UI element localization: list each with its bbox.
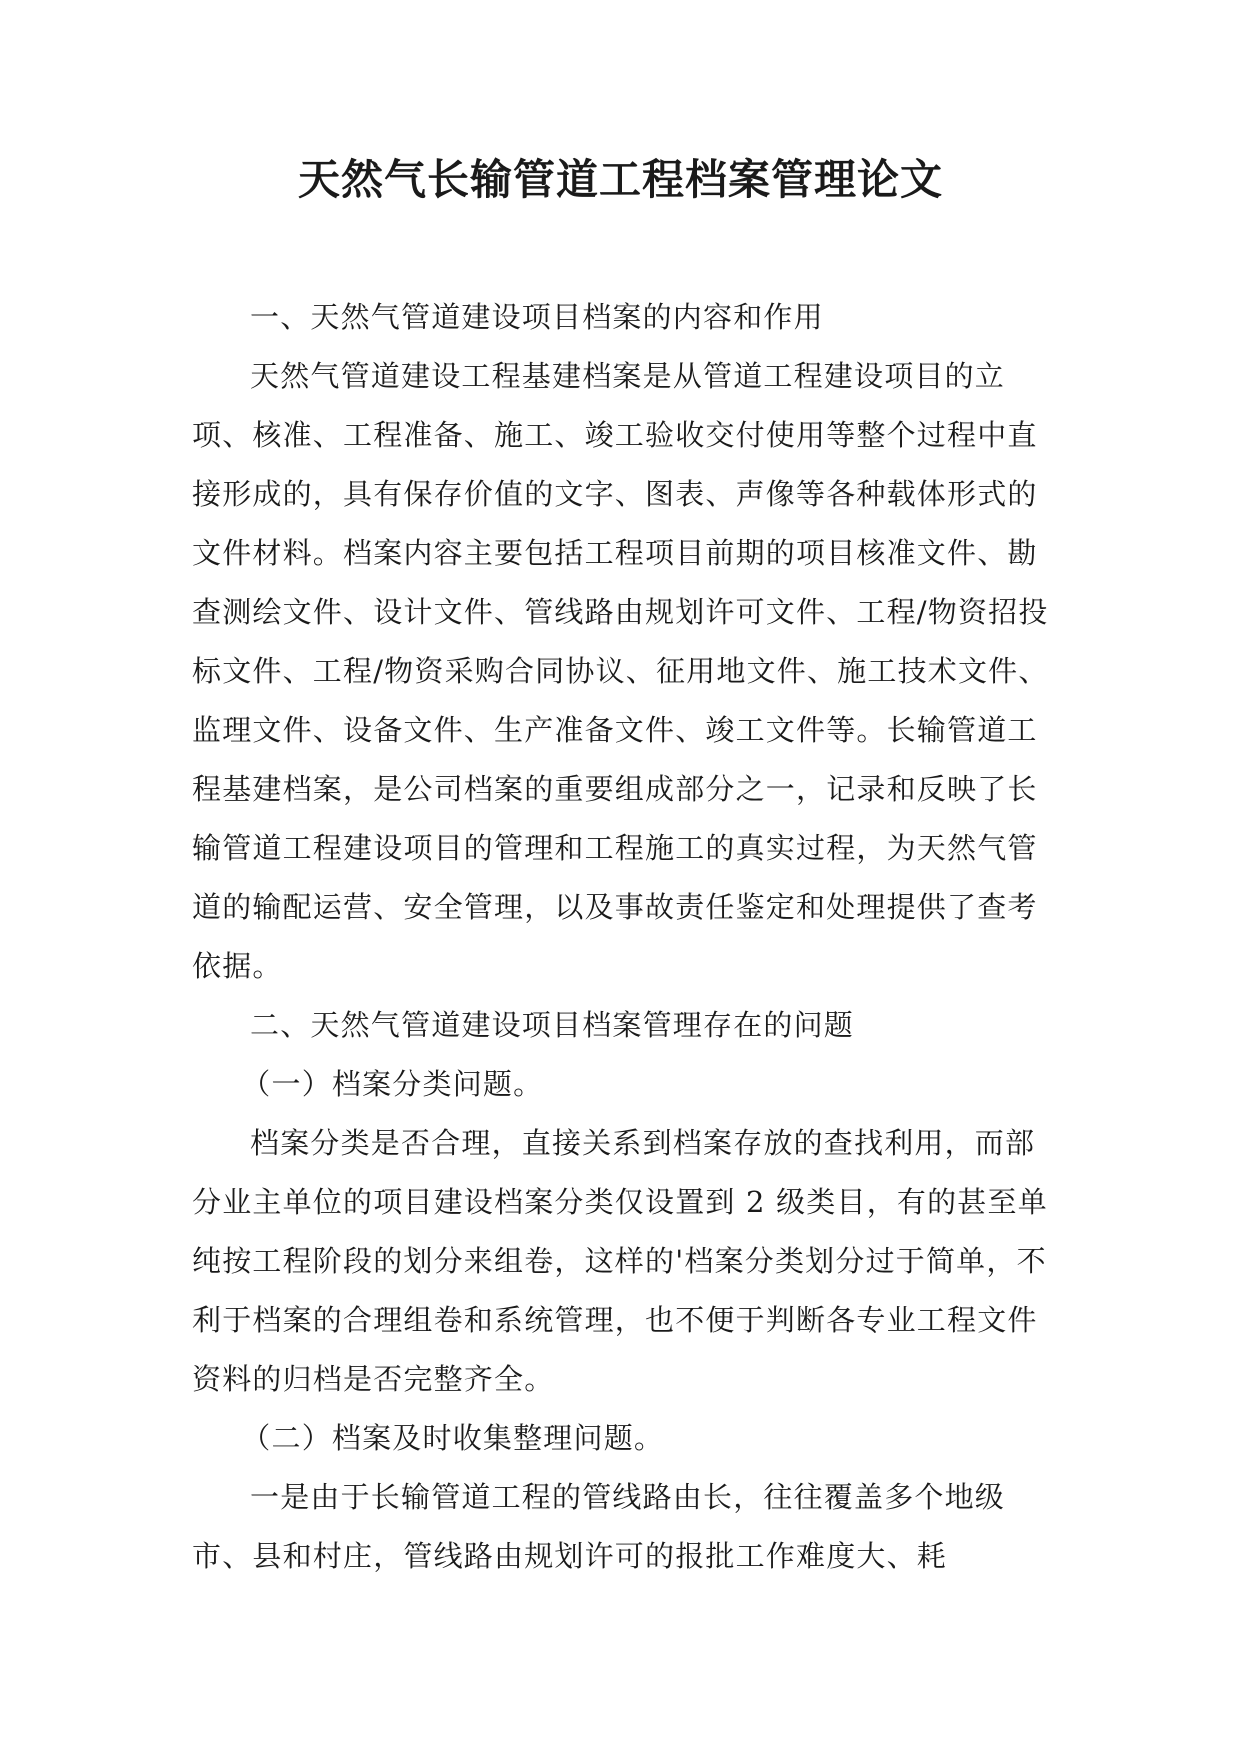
document-title: 天然气长输管道工程档案管理论文: [297, 155, 943, 204]
document-body: [192, 288, 1052, 1586]
paragraph-1: 天然气管道建设工程基建档案是从管道工程建设项目的立项、核准、工程准备、施工、竣工验收交付使用等整个过程中直接形成的，具有保存价值的文字、图表、声像等各种载体形式的文件材料。档案内容主要包括工程项目前期的项目核准文件、勘查测绘文件、设计文件、管线路由规划许可文件、工程/物资招投标文件、工程/物资采购合同协议、征用地文件、施工技术文件、监理文件、设备文件、生产准备文件、竣工文件等。长输管道工程基建档案，是公司档案的重要组成部分之一，记录和反映了长输管道工程建设项目的管理和工程施工的真实过程，为天然气管道的输配运营、安全管理，以及事故责任鉴定和处理提供了查考依据。: [192, 359, 1049, 983]
subsection-heading-2: （二）档案及时收集整理问题。: [241, 1421, 665, 1455]
section-heading-2: 二、天然气管道建设项目档案管理存在的问题: [250, 1008, 855, 1042]
subsection-heading-1: （一）档案分类问题。: [241, 1067, 544, 1101]
paragraph-2: 档案分类是否合理，直接关系到档案存放的查找利用，而部分业主单位的项目建设档案分类仅设置到 2 级类目，有的甚至单纯按工程阶段的划分来组卷，这样的'档案分类划分过于简单，不利于档案的合理组卷和系统管理，也不便于判断各专业工程文件资料的归档是否完整齐全。: [192, 1126, 1048, 1396]
paragraph-3: 一是由于长输管道工程的管线路由长，往往覆盖多个地级市、县和村庄，管线路由规划许可的报批工作难度大、耗: [192, 1480, 1006, 1573]
section-heading-1: 一、天然气管道建设项目档案的内容和作用: [250, 300, 824, 334]
